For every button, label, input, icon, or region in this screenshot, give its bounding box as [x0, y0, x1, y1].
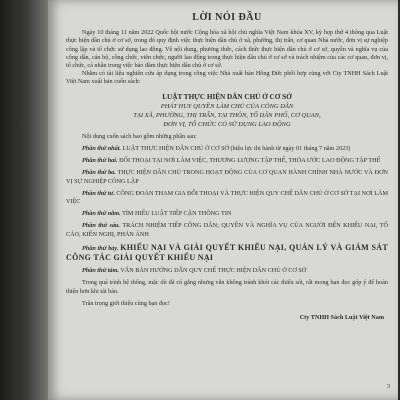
closing-greeting: Trân trọng giới thiệu cùng bạn đọc!	[82, 299, 170, 307]
part-item	[66, 243, 388, 263]
part-text: KHIẾU NẠI VÀ GIẢI QUYẾT KHIẾU NẠI, QUẢN LÝ VÀ GIÁM SÁT CÔNG TÁC GIẢI QUYẾT KHIẾU NẠI	[66, 242, 389, 263]
part-item	[66, 190, 388, 206]
page-title: LỜI NÓI ĐẦU	[192, 12, 262, 23]
book-subtitle-3: ĐƠN VỊ, TỔ CHỨC CÓ SỬ DỤNG LAO ĐỘNG	[163, 120, 291, 128]
book-title: LUẬT THỰC HIỆN DÂN CHỦ Ở CƠ SỞ	[162, 92, 292, 101]
part-item	[66, 210, 388, 218]
part-label: Phần thứ tư.	[82, 189, 115, 197]
part-text: THỰC HIỆN DÂN CHỦ TRONG HOẠT ĐỘNG CỦA CƠ QUAN HÀNH CHÍNH NHÀ NƯỚC VÀ ĐƠN VỊ SỰ NGHIỆP CÔNG LẬP	[66, 169, 389, 185]
part-text: CÔNG ĐOÀN THAM GIA ĐỐI THOẠI VÀ THỰC HIỆN QUY CHẾ DÂN CHỦ Ở CƠ SỞ TẠI NƠI LÀM VIỆC	[66, 189, 389, 206]
part-text: TRÁCH NHIỆM TIẾP CÔNG DÂN; QUYỀN VÀ NGHĨA VỤ CỦA NGƯỜI ĐẾN KHIẾU NẠI, TỐ CÁO, KIẾN NGHỊ, PHẢN ÁNH	[66, 222, 389, 238]
part-text: ĐỐI THOẠI TẠI NƠI LÀM VIỆC, THƯƠNG LƯỢNG TẬP THỂ, THỎA ƯỚC LAO ĐỘNG TẬP THỂ	[119, 157, 381, 165]
part-label: Phần thứ nhất.	[82, 145, 121, 153]
part-text: TÌM HIỂU LUẬT TIẾP CẬN THÔNG TIN	[122, 210, 232, 218]
part-item	[66, 267, 388, 275]
contents-intro: Nội dung cuốn sách bao gồm những phần sau:	[82, 132, 197, 140]
page-number: 3	[387, 384, 390, 390]
book-subtitle-2: TẠI XÃ, PHƯỜNG, THỊ TRẤN, TẠI THÔN, TỔ DÂN PHỐ, CƠ QUAN,	[133, 111, 321, 119]
part-label: Phần thứ năm.	[82, 210, 121, 218]
paragraph-2: Nhằm có tài liệu nghiên cứu áp dụng trong công việc Nhà xuất bản Hồng Đức phối hợp cùng với Cty TNHH Sách Luật Việt Nam xuất bản cuốn sách:	[66, 70, 388, 86]
part-item	[66, 145, 388, 153]
closing-paragraph: Trong quá trình hệ thống, mặc dù đã có gắng nhưng vẫn không tránh khỏi các thiếu sót, rất mong bạn đọc góp ý để hoàn thiện hơn khi tái bản.	[66, 279, 388, 295]
book-subtitle-1: PHÁT HUY QUYỀN LÀM CHỦ CỦA CÔNG DÂN	[160, 102, 294, 110]
page-content	[66, 14, 388, 322]
part-label: Phần thứ sáu.	[82, 222, 121, 230]
paragraph-1: Ngày 10 tháng 11 năm 2022 Quốc hội nước Cộng hòa xã hội chủ nghĩa Việt Nam khóa XV, kỳ họp thứ 4 thông qua Luật thực hiện dân chủ ở cơ sở, trong đó quy định việc thực hiện dân chủ ở xã, phường, thị trấn, cơ quan Nhà nước, đơn vị sự nghiệp công lập và tổ chức sử dụng lao động. Về nội dung, phương thức, cách thức thực hiện dân chủ ở cơ sở, quyền và nghĩa vụ của công dân, cán bộ, công chức, viên chức, người lao động trong thực hiện dân chủ ở cơ sở và trách nhiệm của các cơ quan, đơn vị, tổ chức, cá nhân trong việc bảo đảm thực hiện dân chủ ở cơ sở.	[66, 29, 388, 70]
part-label: Phần thứ ba.	[82, 169, 116, 177]
part-item	[66, 169, 388, 185]
part-label: Phần thứ hai.	[82, 157, 118, 165]
part-text: LUẬT THỰC HIỆN DÂN CHỦ Ở CƠ SỞ (hiệu lực thi hành từ ngày 01 tháng 7 năm 2023)	[122, 145, 351, 153]
publisher-signature: Cty TNHH Sách Luật Việt Nam	[299, 314, 384, 322]
part-label: Phần thứ bảy.	[82, 244, 119, 252]
book-spine-shadow	[0, 0, 48, 400]
part-item	[66, 157, 388, 165]
book-page	[48, 0, 398, 400]
part-item	[66, 222, 388, 238]
part-text: VĂN BẢN HƯỚNG DẪN QUY CHẾ THỰC HIỆN DÂN CHỦ Ở CƠ SỞ	[120, 267, 307, 275]
part-label: Phần thứ tám.	[82, 267, 119, 275]
